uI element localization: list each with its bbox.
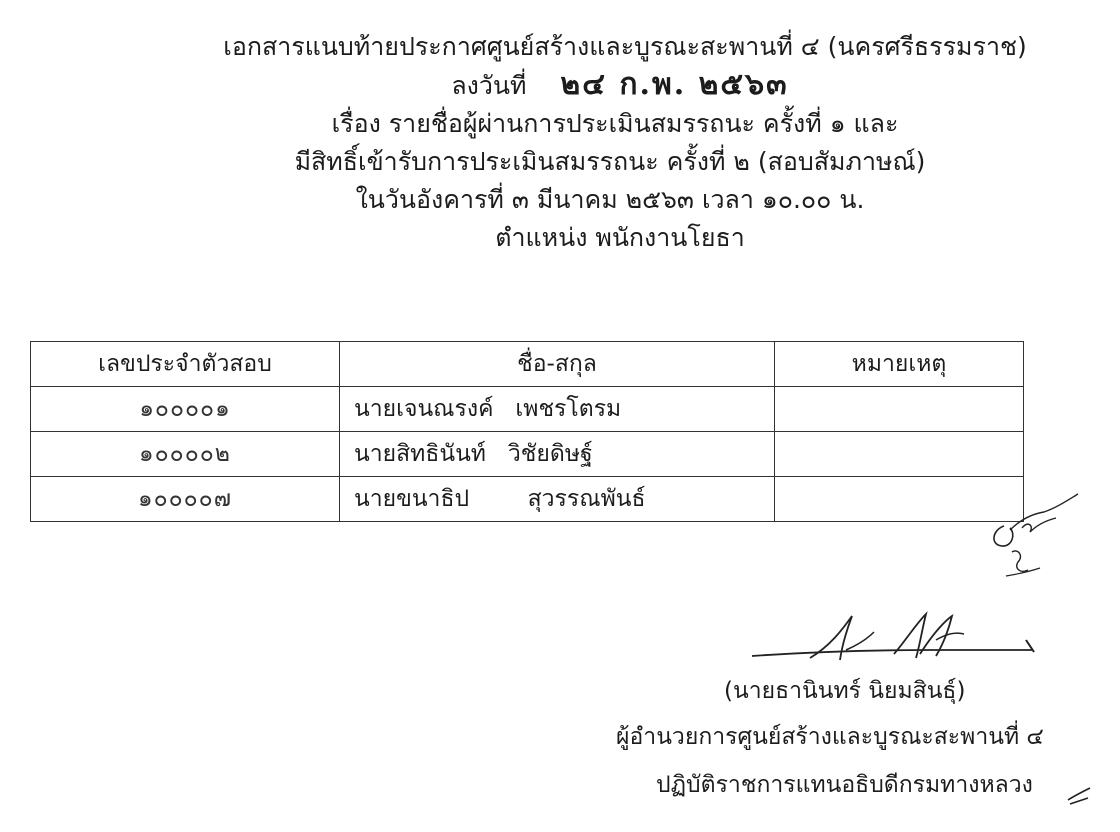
announcement-date-row	[60, 66, 1120, 105]
subject-line-continued: มีสิทธิ์เข้ารับการประเมินสมรรถนะ ครั้งที่ ๒ (สอบสัมภาษณ์)	[294, 147, 926, 176]
name-cell: นายเจนณรงค์ เพชรโตรม	[340, 387, 775, 432]
signatory-title: ผู้อำนวยการศูนย์สร้างและบูรณะสะพานที่ ๔	[616, 724, 1044, 750]
exam-id-cell: ๑๐๐๐๐๑	[31, 387, 340, 432]
handwritten-mark	[1064, 780, 1094, 806]
document-header	[0, 28, 1120, 257]
table-row	[31, 477, 1024, 522]
handwritten-initials	[982, 490, 1082, 580]
column-header-name: ชื่อ-สกุล	[340, 342, 775, 387]
subject-line: เรื่อง รายชื่อผู้ผ่านการประเมินสมรรถนะ ครั้งที่ ๑ และ	[331, 109, 899, 138]
handwritten-signature	[750, 610, 1050, 670]
stamped-date: ๒๔ ก.พ. ๒๕๖๓	[560, 67, 789, 102]
table-header-row	[31, 342, 1024, 387]
table-row	[31, 387, 1024, 432]
name-cell: นายขนาธิป สุวรรณพันธ์	[340, 477, 775, 522]
position-line: ตำแหน่ง พนักงานโยธา	[495, 223, 745, 252]
column-header-exam-id: เลขประจำตัวสอบ	[31, 342, 340, 387]
signatory-acting-title: ปฏิบัติราชการแทนอธิบดีกรมทางหลวง	[656, 772, 1033, 798]
name-cell: นายสิทธินันท์ วิชัยดิษฐ์	[340, 432, 775, 477]
candidate-table	[30, 341, 1024, 522]
exam-id-cell: ๑๐๐๐๐๗	[31, 477, 340, 522]
remarks-cell	[775, 387, 1024, 432]
remarks-cell	[775, 432, 1024, 477]
exam-id-cell: ๑๐๐๐๐๒	[31, 432, 340, 477]
column-header-remarks: หมายเหตุ	[775, 342, 1024, 387]
announcement-title: เอกสารแนบท้ายประกาศศูนย์สร้างและบูรณะสะพานที่ ๔ (นครศรีธรรมราช)	[223, 32, 1027, 61]
interview-datetime: ในวันอังคารที่ ๓ มีนาคม ๒๕๖๓ เวลา ๑๐.๐๐ น.	[355, 185, 865, 214]
signatory-name: (นายธานินทร์ นิยมสินธุ์)	[724, 678, 966, 704]
table-row	[31, 432, 1024, 477]
date-label: ลงวันที่	[451, 71, 527, 100]
